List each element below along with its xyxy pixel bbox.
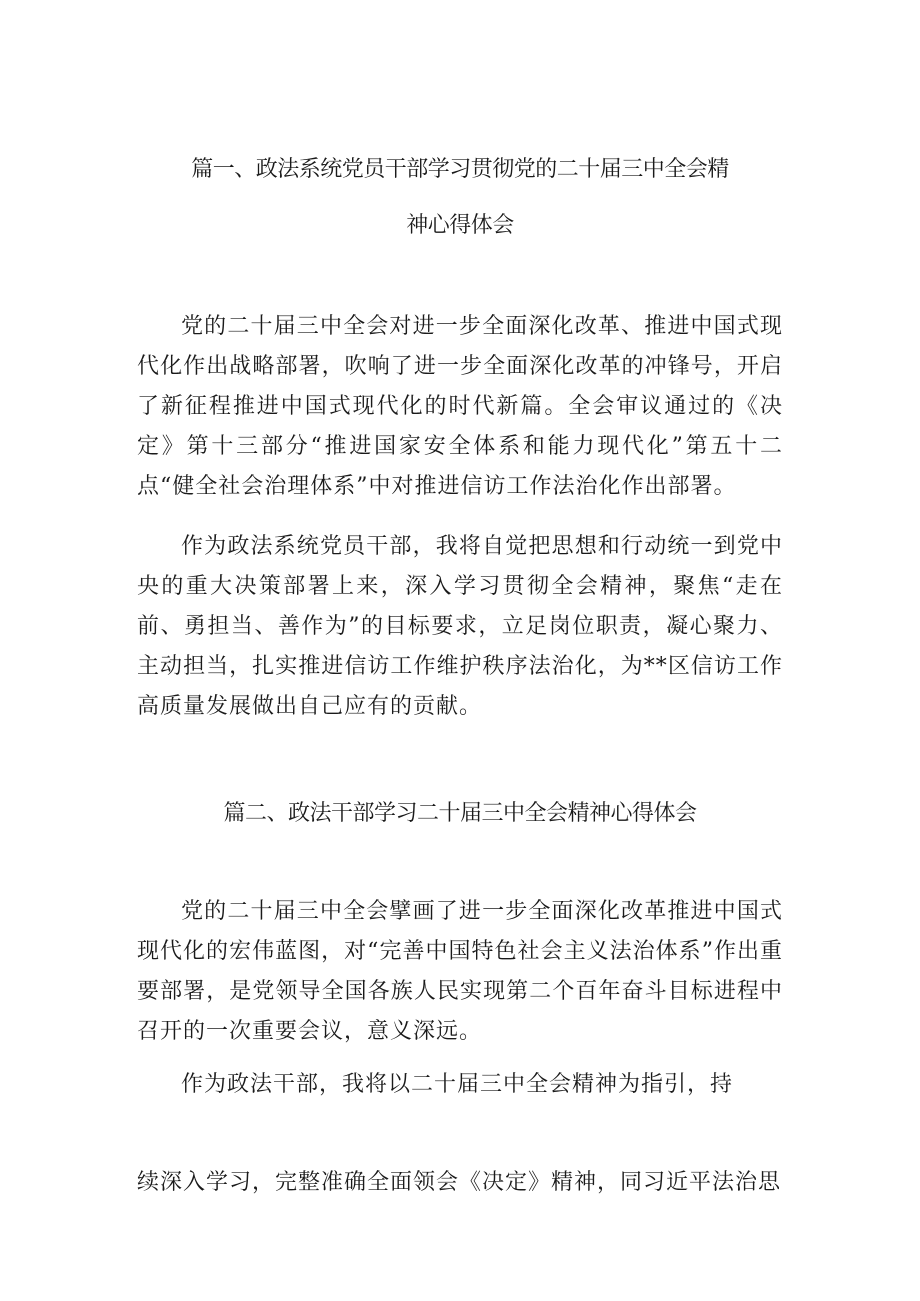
section-one-title-line2: 神心得体会 <box>406 213 514 238</box>
section-one-title-line1: 篇一、政法系统党员干部学习贯彻党的二十届三中全会精 <box>191 157 729 182</box>
section-two-paragraph-2: 作为政法干部，我将以二十届三中全会精神为指引，持 <box>181 1072 734 1097</box>
section-one-paragraph-2: 作为政法系统党员干部，我将自觉把思想和行动统一到党中央的重大决策部署上来，深入学习贯彻全会精神，聚焦“走在前、勇担当、善作为”的目标要求，立足岗位职责，凝心聚力、主动担当，扎实推进信访工作维护秩序法治化，为**区信访工作高质量发展做出自己应有的贡献。 <box>137 534 783 719</box>
section-two-paragraph-3: 续深入学习，完整准确全面领会《决定》精神，同习近平法治思 <box>137 1170 782 1195</box>
section-one-paragraph-1: 党的二十届三中全会对进一步全面深化改革、推进中国式现代化作出战略部署，吹响了进一步全面深化改革的冲锋号，开启了新征程推进中国式现代化的时代新篇。全会审议通过的《决定》第十三部分“推进国家安全体系和能力现代化”第五十二点“健全社会治理体系”中对推进信访工作法治化作出部署。 <box>137 314 783 499</box>
section-two-title: 篇二、政法干部学习二十届三中全会精神心得体会 <box>223 801 697 826</box>
section-one-title <box>137 142 783 254</box>
section-two-paragraph-1: 党的二十届三中全会擘画了进一步全面深化改革推进中国式现代化的宏伟蓝图，对“完善中国特色社会主义法治体系”作出重要部署，是党领导全国各族人民实现第二个百年奋斗目标进程中召开的一次重要会议，意义深远。 <box>137 899 783 1044</box>
